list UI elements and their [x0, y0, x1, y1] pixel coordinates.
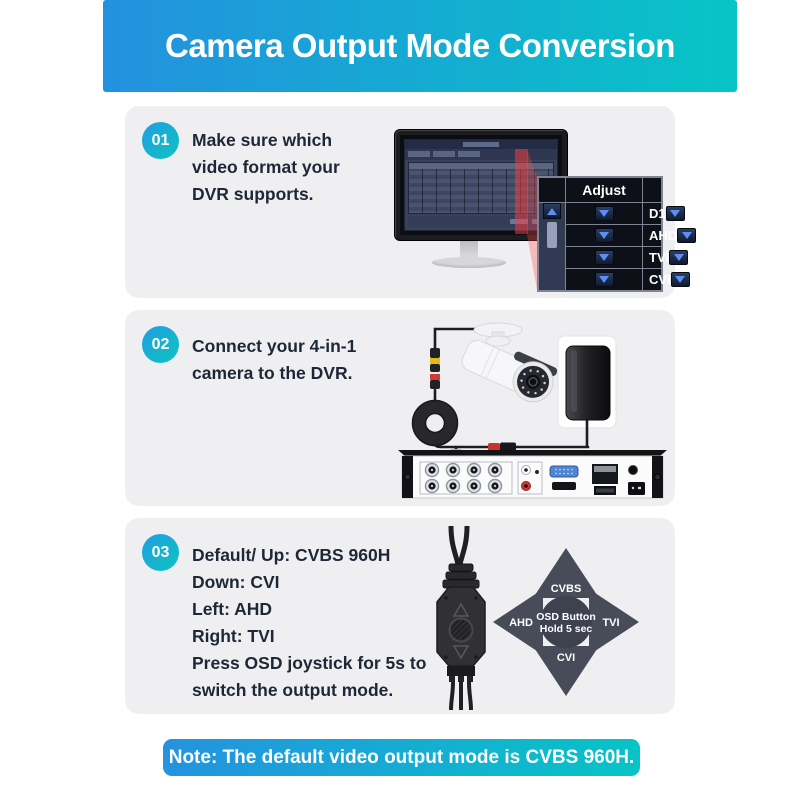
- step-2-line: Connect your 4-in-1: [192, 336, 357, 356]
- adjust-option-label: D1: [649, 206, 666, 221]
- osd-joystick-illustration: [437, 526, 485, 710]
- step-1-number-badge: 01: [142, 122, 179, 159]
- dropdown-arrow-icon: [595, 272, 614, 287]
- step-3-line: Left: AHD: [192, 599, 273, 619]
- step-3-line: Right: TVI: [192, 626, 275, 646]
- note-text: Note: The default video output mode is CVBS 960H.: [168, 746, 635, 768]
- step-3-line: switch the output mode.: [192, 680, 394, 700]
- dpad-down-label: CVI: [556, 652, 576, 664]
- step-1-text: [192, 127, 340, 208]
- adjust-panel-title: Adjust: [566, 178, 642, 202]
- step-3-line: Down: CVI: [192, 572, 280, 592]
- scrollbar: [539, 203, 565, 290]
- page-title: Camera Output Mode Conversion: [165, 27, 675, 64]
- step-1-line: DVR supports.: [192, 184, 314, 204]
- scroll-up-icon: [543, 203, 561, 219]
- dropdown-cell: [566, 225, 642, 246]
- step-3-illustration: [425, 526, 675, 712]
- step-1-line: Make sure which: [192, 130, 333, 150]
- usb-port: [594, 486, 616, 495]
- step-1-line: video format your: [192, 157, 340, 177]
- step-2-number-badge: 02: [142, 326, 179, 363]
- dropdown-arrow-icon: [595, 206, 614, 221]
- dc-power-jack: [629, 466, 638, 475]
- note-banner: [163, 739, 640, 776]
- step-3-number-badge: 03: [142, 534, 179, 571]
- monitor-stand-neck: [460, 239, 478, 259]
- dropdown-arrow-icon: [677, 228, 696, 243]
- adjust-option-row: [643, 269, 671, 290]
- dpad-diagram: [493, 548, 639, 696]
- monitor-stand-base: [432, 257, 506, 268]
- hdmi-port: [552, 482, 576, 490]
- ethernet-port: [592, 464, 618, 484]
- highlighted-column: [515, 149, 528, 234]
- adjust-panel-illustration: [537, 176, 678, 292]
- header-banner: [103, 0, 737, 92]
- adjust-option-label: AHD: [649, 228, 678, 243]
- dpad-left-label: AHD: [509, 617, 533, 629]
- step-2-text: [192, 333, 356, 387]
- vga-port: [550, 466, 578, 477]
- dpad-center-label-2: Hold 5 sec: [539, 623, 593, 635]
- scrollbar-thumb: [547, 222, 557, 248]
- dropdown-arrow-icon: [666, 206, 685, 221]
- dvr-settings-window: [404, 139, 558, 231]
- step-3-line: Default/ Up: CVBS 960H: [192, 545, 391, 565]
- step-3-text: [192, 542, 426, 704]
- power-switch: [628, 482, 645, 495]
- camera-illustration: [457, 323, 560, 408]
- dropdown-cell: [566, 247, 642, 268]
- adjust-option-row: [643, 203, 666, 224]
- adjust-option-row: [643, 225, 678, 246]
- adjust-header-spacer: [643, 178, 661, 202]
- dpad-center-label-1: OSD Button: [536, 611, 596, 623]
- dropdown-arrow-icon: [671, 272, 690, 287]
- adjust-option-label: CVI: [649, 272, 671, 287]
- dropdown-arrow-icon: [669, 250, 688, 265]
- window-button-bar: [408, 216, 554, 227]
- dpad-up-label: CVBS: [550, 583, 582, 595]
- dropdown-arrow-icon: [595, 228, 614, 243]
- joystick-button: [450, 619, 473, 642]
- step-2-line: camera to the DVR.: [192, 363, 353, 383]
- power-adapter-illustration: [558, 336, 616, 446]
- adjust-option-label: TVI: [649, 250, 670, 265]
- window-title-bar: [405, 140, 557, 149]
- settings-table: [408, 162, 554, 214]
- adjust-header-spacer: [539, 178, 565, 202]
- dropdown-cell: [566, 203, 642, 224]
- adjust-option-row: [643, 247, 670, 268]
- step-2-illustration: [390, 316, 675, 506]
- dropdown-cell: [566, 269, 642, 290]
- dvr-illustration: [398, 450, 667, 498]
- step-3-line: Press OSD joystick for 5s to: [192, 653, 427, 673]
- cable-coil: [413, 401, 458, 446]
- window-tabs: [405, 149, 557, 160]
- dropdown-arrow-icon: [595, 250, 614, 265]
- dpad-right-label: TVI: [602, 617, 620, 629]
- video-power-connectors: [430, 348, 440, 389]
